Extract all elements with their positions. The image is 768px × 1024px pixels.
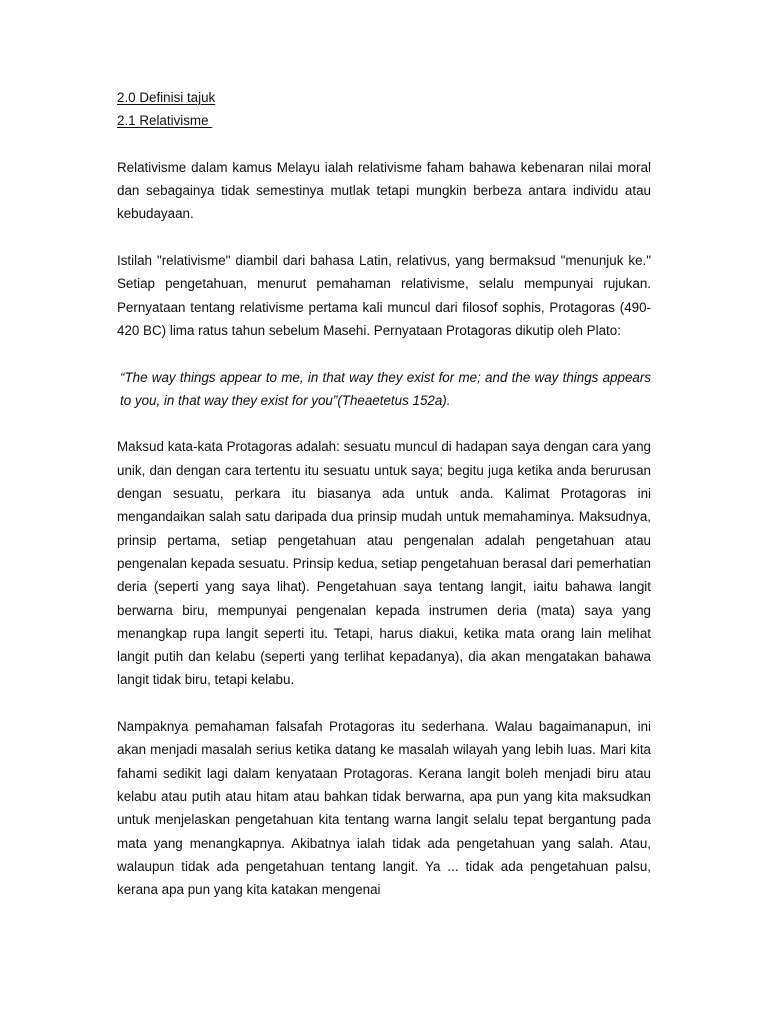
section-heading-definisi: 2.0 Definisi tajuk	[117, 90, 216, 105]
paragraph-kamus-definition: Relativisme dalam kamus Melayu ialah relativisme faham bahawa kebenaran nilai moral dan sebagainya tidak semestinya mutlak tetapi mungkin berbeza antara individu atau kebudayaan.	[117, 159, 651, 222]
paragraph-falsafah-sederhana: Nampaknya pemahaman falsafah Protagoras itu sederhana. Walau bagaimanapun, ini akan menjadi masalah serius ketika datang ke masalah wilayah yang lebih luas. Mari kita fahami sedikit lagi dalam kenyataan Protagoras. Kerana langit boleh menjadi biru atau kelabu atau putih atau hitam atau bahkan tidak berwarna, apa pun yang kita maksudkan untuk menjelaskan pengetahuan kita tentang warna langit selalu tepat bergantung pada mata yang menangkapnya. Akibatnya ialah tidak ada pengetahuan yang salah. Atau, walaupun tidak ada pengetahuan tentang langit. Ya ... tidak ada pengetahuan palsu, kerana apa pun yang kita katakan mengenai	[117, 719, 651, 898]
quote-theaetetus: “The way things appear to me, in that way they exist for me; and the way things appears to you, in that way they exist for you”(Theaetetus 152a).	[120, 369, 651, 408]
section-heading-relativisme: 2.1 Relativisme	[117, 113, 213, 129]
paragraph-maksud-protagoras: Maksud kata-kata Protagoras adalah: sesuatu muncul di hadapan saya dengan cara yang unik, dan dengan cara tertentu itu sesuatu untuk saya; begitu juga ketika anda berurusan dengan sesuatu, perkara itu biasanya ada untuk anda. Kalimat Protagoras ini mengandaikan salah satu daripada dua prinsip mudah untuk memahaminya. Maksudnya, prinsip pertama, setiap pengetahuan atau pengenalan adalah pengetahuan atau pengenalan kepada sesuatu. Prinsip kedua, setiap pengetahuan berasal dari pemerhatian deria (seperti yang saya lihat). Pengetahuan saya tentang langit, iaitu bahawa langit berwarna biru, mempunyai pengenalan kepada instrumen deria (mata) saya yang menangkap rupa langit seperti itu. Tetapi, harus diakui, ketika mata orang lain melihat langit putih dan kelabu (seperti yang terlihat kepadanya), dia akan mengatakan bahawa langit tidak biru, tetapi kelabu.	[117, 439, 651, 688]
document-page	[117, 86, 651, 901]
paragraph-istilah-origin: Istilah "relativisme" diambil dari bahasa Latin, relativus, yang bermaksud "menunjuk ke." Setiap pengetahuan, menurut pemahaman relativisme, selalu mempunyai rujukan. Pernyataan tentang relativisme pertama kali muncul dari filosof sophis, Protagoras (490-420 BC) lima ratus tahun sebelum Masehi. Pernyataan Protagoras dikutip oleh Plato:	[117, 253, 651, 338]
